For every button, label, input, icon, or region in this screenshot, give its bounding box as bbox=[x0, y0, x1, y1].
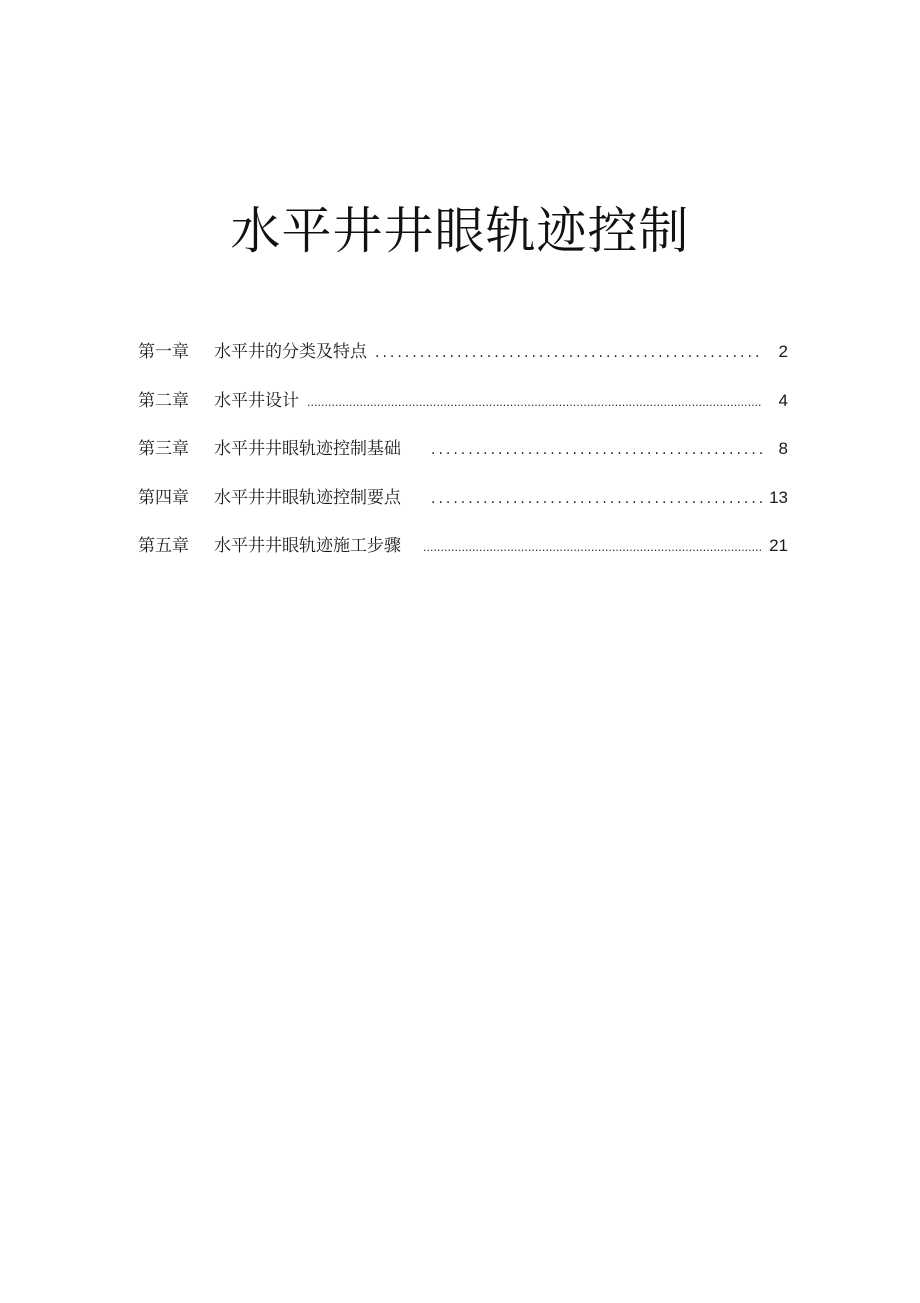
toc-dot-leader bbox=[375, 341, 762, 365]
toc-chapter-label: 第一章 bbox=[138, 342, 189, 362]
document-title: 水平井井眼轨迹控制 bbox=[230, 202, 690, 260]
toc-dot-leader bbox=[431, 438, 762, 462]
toc-page-number: 4 bbox=[778, 390, 788, 410]
toc-page-number: 13 bbox=[769, 487, 788, 507]
toc-chapter-label: 第五章 bbox=[138, 536, 189, 556]
toc-entry-title: 水平井井眼轨迹控制要点 bbox=[214, 487, 401, 508]
toc-page-number: 8 bbox=[778, 439, 788, 458]
toc-entry-chapter-1[interactable] bbox=[138, 340, 788, 364]
toc-entry-chapter-5[interactable] bbox=[138, 534, 788, 558]
toc-dot-leader bbox=[431, 487, 762, 511]
toc-page-number: 2 bbox=[778, 342, 788, 361]
toc-dot-leader bbox=[307, 391, 762, 415]
toc-chapter-label: 第四章 bbox=[138, 487, 189, 508]
toc-dot-leader bbox=[423, 536, 762, 560]
toc-chapter-label: 第三章 bbox=[138, 439, 189, 459]
toc-entry-title: 水平井的分类及特点 bbox=[214, 342, 367, 362]
toc-chapter-label: 第二章 bbox=[138, 390, 189, 411]
toc-entry-chapter-2[interactable] bbox=[138, 389, 788, 413]
toc-entry-chapter-4[interactable] bbox=[138, 486, 788, 510]
toc-page-number: 21 bbox=[769, 536, 788, 555]
toc-entry-chapter-3[interactable] bbox=[138, 437, 788, 461]
toc-entry-title: 水平井井眼轨迹施工步骤 bbox=[214, 536, 401, 556]
toc-entry-title: 水平井井眼轨迹控制基础 bbox=[214, 439, 401, 459]
toc-entry-title: 水平井设计 bbox=[214, 390, 299, 411]
table-of-contents bbox=[138, 340, 788, 583]
